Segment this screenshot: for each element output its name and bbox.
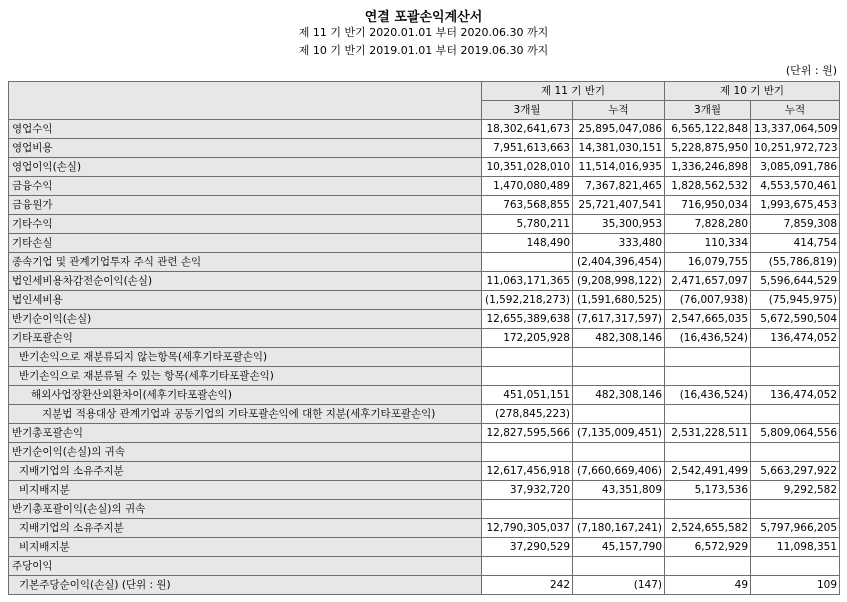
prior-3month-value xyxy=(665,348,751,367)
prior-cumulative-value: (55,786,819) xyxy=(751,253,840,272)
unit-label: (단위 : 원) xyxy=(785,64,837,77)
row-label: 지배기업의 소유주지분 xyxy=(9,462,482,481)
current-3month-value: 148,490 xyxy=(482,234,573,253)
row-label: 영업비용 xyxy=(9,139,482,158)
prior-cumulative-value xyxy=(751,405,840,424)
income-statement-table xyxy=(8,81,840,595)
prior-3month-value: (76,007,938) xyxy=(665,291,751,310)
prior-3month-value: 110,334 xyxy=(665,234,751,253)
prior-3month-value xyxy=(665,405,751,424)
prior-3month-value: 6,572,929 xyxy=(665,538,751,557)
current-3month-value: (1,592,218,273) xyxy=(482,291,573,310)
statement-title: 연결 포괄손익계산서 xyxy=(364,10,483,25)
prior-cumulative-value: 5,809,064,556 xyxy=(751,424,840,443)
table-row xyxy=(9,367,840,386)
current-cumulative-value: (7,135,009,451) xyxy=(573,424,665,443)
current-3month-value: 5,780,211 xyxy=(482,215,573,234)
prior-cumulative-value: 5,672,590,504 xyxy=(751,310,840,329)
current-cumulative-value: (2,404,396,454) xyxy=(573,253,665,272)
prior-3month-value: (16,436,524) xyxy=(665,329,751,348)
prior-cumulative-value: 414,754 xyxy=(751,234,840,253)
row-label: 기본주당순이익(손실) (단위 : 원) xyxy=(9,576,482,595)
header-current-3month: 3개월 xyxy=(482,101,573,120)
current-cumulative-value: 25,895,047,086 xyxy=(573,120,665,139)
table-row xyxy=(9,329,840,348)
current-cumulative-value: 482,308,146 xyxy=(573,329,665,348)
prior-cumulative-value: 136,474,052 xyxy=(751,386,840,405)
prior-cumulative-value xyxy=(751,500,840,519)
current-cumulative-value: (7,660,669,406) xyxy=(573,462,665,481)
table-row xyxy=(9,120,840,139)
current-cumulative-value: (7,180,167,241) xyxy=(573,519,665,538)
row-label: 영업수익 xyxy=(9,120,482,139)
table-row xyxy=(9,538,840,557)
current-3month-value: 7,951,613,663 xyxy=(482,139,573,158)
prior-3month-value xyxy=(665,367,751,386)
current-cumulative-value: (9,208,998,122) xyxy=(573,272,665,291)
prior-3month-value xyxy=(665,443,751,462)
table-row xyxy=(9,291,840,310)
table-row xyxy=(9,405,840,424)
current-3month-value: 172,205,928 xyxy=(482,329,573,348)
table-row xyxy=(9,310,840,329)
row-label: 기타손실 xyxy=(9,234,482,253)
current-cumulative-value xyxy=(573,367,665,386)
row-label: 비지배지분 xyxy=(9,481,482,500)
current-cumulative-value xyxy=(573,557,665,576)
table-row xyxy=(9,253,840,272)
table-row xyxy=(9,386,840,405)
table-row xyxy=(9,177,840,196)
prior-3month-value xyxy=(665,500,751,519)
prior-3month-value: 6,565,122,848 xyxy=(665,120,751,139)
header-prior-period: 제 10 기 반기 xyxy=(665,82,840,101)
prior-3month-value xyxy=(665,557,751,576)
prior-cumulative-value: 11,098,351 xyxy=(751,538,840,557)
header-account-cell xyxy=(9,82,482,120)
prior-cumulative-value: 1,993,675,453 xyxy=(751,196,840,215)
current-period-range: 제 11 기 반기 2020.01.01 부터 2020.06.30 까지 xyxy=(298,26,549,39)
prior-cumulative-value: 13,337,064,509 xyxy=(751,120,840,139)
prior-3month-value: 2,547,665,035 xyxy=(665,310,751,329)
prior-cumulative-value xyxy=(751,348,840,367)
table-row xyxy=(9,443,840,462)
current-3month-value xyxy=(482,443,573,462)
prior-3month-value: 716,950,034 xyxy=(665,196,751,215)
prior-period-range: 제 10 기 반기 2019.01.01 부터 2019.06.30 까지 xyxy=(298,44,549,57)
prior-cumulative-value: 3,085,091,786 xyxy=(751,158,840,177)
current-3month-value: 37,290,529 xyxy=(482,538,573,557)
row-label: 반기총포괄이익(손실)의 귀속 xyxy=(9,500,482,519)
prior-cumulative-value: 10,251,972,723 xyxy=(751,139,840,158)
prior-3month-value: 7,828,280 xyxy=(665,215,751,234)
current-cumulative-value: (1,591,680,525) xyxy=(573,291,665,310)
table-row xyxy=(9,519,840,538)
row-label: 지배기업의 소유주지분 xyxy=(9,519,482,538)
current-3month-value: 12,827,595,566 xyxy=(482,424,573,443)
row-label: 비지배지분 xyxy=(9,538,482,557)
table-row xyxy=(9,576,840,595)
table-row xyxy=(9,272,840,291)
table-row xyxy=(9,500,840,519)
header-prior-cumulative: 누적 xyxy=(751,101,840,120)
prior-3month-value: 5,173,536 xyxy=(665,481,751,500)
current-cumulative-value: 25,721,407,541 xyxy=(573,196,665,215)
table-row xyxy=(9,462,840,481)
row-label: 지분법 적용대상 관계기업과 공동기업의 기타포괄손익에 대한 지분(세후기타포괄손익) xyxy=(9,405,482,424)
current-cumulative-value: 45,157,790 xyxy=(573,538,665,557)
row-label: 종속기업 및 관계기업투자 주식 관련 손익 xyxy=(9,253,482,272)
prior-cumulative-value: 109 xyxy=(751,576,840,595)
current-cumulative-value: 11,514,016,935 xyxy=(573,158,665,177)
header-row-periods xyxy=(9,82,840,101)
current-3month-value: 763,568,855 xyxy=(482,196,573,215)
row-label: 법인세비용 xyxy=(9,291,482,310)
current-cumulative-value: 35,300,953 xyxy=(573,215,665,234)
table-row xyxy=(9,481,840,500)
header-current-period: 제 11 기 반기 xyxy=(482,82,665,101)
current-3month-value xyxy=(482,253,573,272)
current-3month-value xyxy=(482,500,573,519)
prior-3month-value: 16,079,755 xyxy=(665,253,751,272)
prior-cumulative-value: 5,596,644,529 xyxy=(751,272,840,291)
current-3month-value: 11,063,171,365 xyxy=(482,272,573,291)
prior-3month-value: 1,336,246,898 xyxy=(665,158,751,177)
current-3month-value: 10,351,028,010 xyxy=(482,158,573,177)
row-label: 법인세비용차감전순이익(손실) xyxy=(9,272,482,291)
prior-3month-value: 2,471,657,097 xyxy=(665,272,751,291)
row-label: 금융수익 xyxy=(9,177,482,196)
row-label: 기타수익 xyxy=(9,215,482,234)
current-3month-value: 12,655,389,638 xyxy=(482,310,573,329)
current-3month-value xyxy=(482,557,573,576)
current-cumulative-value xyxy=(573,405,665,424)
prior-3month-value: (16,436,524) xyxy=(665,386,751,405)
prior-3month-value: 5,228,875,950 xyxy=(665,139,751,158)
header-current-cumulative: 누적 xyxy=(573,101,665,120)
prior-cumulative-value: 7,859,308 xyxy=(751,215,840,234)
table-row xyxy=(9,215,840,234)
current-cumulative-value: 43,351,809 xyxy=(573,481,665,500)
current-cumulative-value xyxy=(573,443,665,462)
row-label: 반기순이익(손실) xyxy=(9,310,482,329)
current-3month-value: 1,470,080,489 xyxy=(482,177,573,196)
table-row xyxy=(9,424,840,443)
current-cumulative-value: 482,308,146 xyxy=(573,386,665,405)
row-label: 반기손익으로 재분류될 수 있는 항목(세후기타포괄손익) xyxy=(9,367,482,386)
row-label: 영업이익(손실) xyxy=(9,158,482,177)
row-label: 반기순이익(손실)의 귀속 xyxy=(9,443,482,462)
table-row xyxy=(9,234,840,253)
row-label: 해외사업장환산외환차이(세후기타포괄손익) xyxy=(9,386,482,405)
row-label: 반기총포괄손익 xyxy=(9,424,482,443)
prior-cumulative-value: (75,945,975) xyxy=(751,291,840,310)
prior-cumulative-value: 5,663,297,922 xyxy=(751,462,840,481)
prior-cumulative-value: 136,474,052 xyxy=(751,329,840,348)
row-label: 반기손익으로 재분류되지 않는항목(세후기타포괄손익) xyxy=(9,348,482,367)
current-cumulative-value: 333,480 xyxy=(573,234,665,253)
table-row xyxy=(9,158,840,177)
current-cumulative-value: 7,367,821,465 xyxy=(573,177,665,196)
current-cumulative-value: (7,617,317,597) xyxy=(573,310,665,329)
current-3month-value: 37,932,720 xyxy=(482,481,573,500)
current-3month-value xyxy=(482,348,573,367)
current-3month-value: 12,617,456,918 xyxy=(482,462,573,481)
prior-3month-value: 49 xyxy=(665,576,751,595)
prior-cumulative-value xyxy=(751,557,840,576)
prior-cumulative-value xyxy=(751,367,840,386)
header-prior-3month: 3개월 xyxy=(665,101,751,120)
row-label: 기타포괄손익 xyxy=(9,329,482,348)
current-3month-value: 451,051,151 xyxy=(482,386,573,405)
prior-3month-value: 2,542,491,499 xyxy=(665,462,751,481)
prior-cumulative-value: 9,292,582 xyxy=(751,481,840,500)
table-row xyxy=(9,196,840,215)
current-3month-value: (278,845,223) xyxy=(482,405,573,424)
current-cumulative-value: (147) xyxy=(573,576,665,595)
prior-cumulative-value: 4,553,570,461 xyxy=(751,177,840,196)
table-row xyxy=(9,557,840,576)
current-3month-value: 242 xyxy=(482,576,573,595)
current-3month-value: 18,302,641,673 xyxy=(482,120,573,139)
prior-3month-value: 2,531,228,511 xyxy=(665,424,751,443)
statement-rows xyxy=(9,120,840,595)
table-row xyxy=(9,348,840,367)
current-cumulative-value xyxy=(573,348,665,367)
table-row xyxy=(9,139,840,158)
prior-cumulative-value xyxy=(751,443,840,462)
row-label: 금융원가 xyxy=(9,196,482,215)
row-label: 주당이익 xyxy=(9,557,482,576)
current-cumulative-value: 14,381,030,151 xyxy=(573,139,665,158)
current-3month-value: 12,790,305,037 xyxy=(482,519,573,538)
current-cumulative-value xyxy=(573,500,665,519)
current-3month-value xyxy=(482,367,573,386)
prior-3month-value: 1,828,562,532 xyxy=(665,177,751,196)
prior-cumulative-value: 5,797,966,205 xyxy=(751,519,840,538)
prior-3month-value: 2,524,655,582 xyxy=(665,519,751,538)
